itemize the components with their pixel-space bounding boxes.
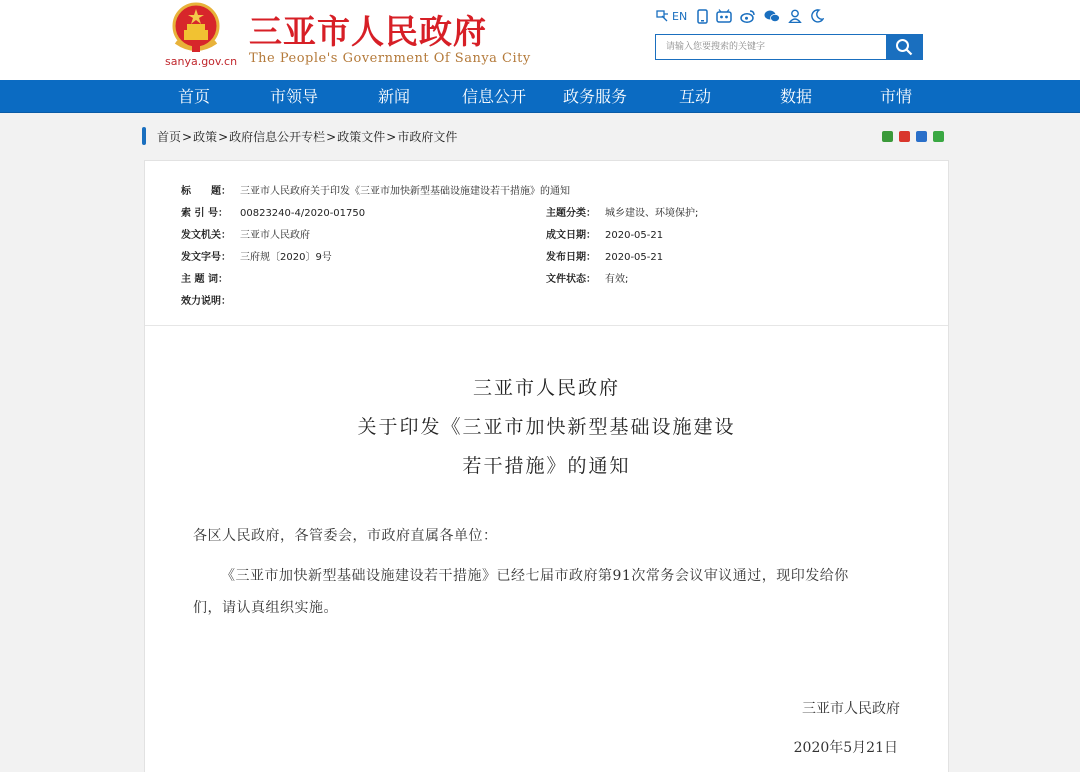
weibo-icon bbox=[740, 9, 756, 23]
nav-item-city-info[interactable]: 市情 bbox=[879, 87, 913, 106]
meta-publish-date bbox=[546, 248, 663, 263]
meta-written-date-label: 成文日期： bbox=[546, 230, 596, 241]
document-signature: 三亚市人民政府 bbox=[802, 701, 900, 717]
moon-icon bbox=[810, 9, 824, 23]
meta-index-no-value: 00823240-4/2020-01750 bbox=[240, 208, 366, 219]
content-panel bbox=[144, 160, 949, 772]
share-renren-icon[interactable] bbox=[916, 131, 927, 142]
breadcrumb-separator: > bbox=[182, 130, 193, 144]
share-qzone-icon[interactable] bbox=[882, 131, 893, 142]
nav-item-data[interactable]: 数据 bbox=[779, 87, 813, 106]
header-toolbar bbox=[656, 6, 832, 26]
search-box bbox=[655, 34, 923, 60]
main-nav bbox=[0, 80, 1080, 113]
document-salutation: 各区人民政府，各管委会，市政府直属各单位： bbox=[193, 528, 498, 544]
meta-status-value: 有效; bbox=[605, 274, 629, 285]
mobile-button[interactable] bbox=[697, 9, 708, 24]
night-mode-button[interactable] bbox=[810, 9, 824, 23]
meta-publish-date-value: 2020-05-21 bbox=[605, 252, 664, 263]
document-paragraph-line-2: 们，请认真组织实施。 bbox=[193, 600, 338, 616]
breadcrumb bbox=[157, 128, 457, 145]
site-title[interactable]: 三亚市人民政府 bbox=[249, 12, 487, 51]
meta-doc-no-value: 三府规〔2020〕9号 bbox=[240, 252, 332, 263]
meta-status-label: 文件状态： bbox=[546, 274, 596, 285]
breadcrumb-item-municipal-docs[interactable]: 市政府文件 bbox=[397, 130, 458, 144]
wechat-button[interactable] bbox=[764, 9, 780, 23]
translate-icon bbox=[656, 10, 669, 22]
meta-issuer-label: 发文机关： bbox=[181, 230, 231, 241]
share-bar bbox=[876, 131, 944, 142]
nav-item-leaders[interactable]: 市领导 bbox=[269, 87, 319, 106]
meta-doc-no bbox=[181, 248, 332, 263]
meta-title bbox=[181, 182, 570, 197]
app-button[interactable] bbox=[716, 9, 732, 23]
meta-validity-label: 效力说明： bbox=[181, 296, 231, 307]
site-domain: sanya.gov.cn bbox=[165, 55, 238, 68]
meta-issuer bbox=[181, 226, 310, 241]
meta-keywords bbox=[181, 270, 240, 285]
nav-item-news[interactable]: 新闻 bbox=[377, 87, 411, 106]
search-button[interactable] bbox=[886, 35, 922, 59]
nav-item-gov-services[interactable]: 政务服务 bbox=[562, 87, 628, 106]
breadcrumb-item-policy[interactable]: 政策 bbox=[193, 130, 218, 144]
breadcrumb-bar bbox=[140, 124, 950, 148]
search-input[interactable] bbox=[656, 35, 896, 59]
breadcrumb-item-disclosure[interactable]: 政府信息公开专栏 bbox=[229, 130, 326, 144]
meta-topic-value: 城乡建设、环境保护; bbox=[605, 208, 699, 219]
breadcrumb-separator: > bbox=[326, 130, 337, 144]
user-button[interactable] bbox=[788, 9, 802, 23]
weibo-button[interactable] bbox=[740, 9, 756, 23]
meta-written-date-value: 2020-05-21 bbox=[605, 230, 664, 241]
meta-title-value: 三亚市人民政府关于印发《三亚市加快新型基础设施建设若干措施》的通知 bbox=[240, 186, 570, 197]
meta-keywords-label: 主 题 词： bbox=[181, 274, 228, 285]
document-title-line-2: 关于印发《三亚市加快新型基础设施建设 bbox=[357, 416, 736, 438]
breadcrumb-marker bbox=[142, 127, 146, 145]
breadcrumb-item-home[interactable]: 首页 bbox=[157, 130, 182, 144]
meta-publish-date-label: 发布日期： bbox=[546, 252, 596, 263]
meta-title-label: 标 题： bbox=[181, 186, 231, 197]
breadcrumb-separator: > bbox=[218, 130, 229, 144]
national-emblem-icon[interactable] bbox=[168, 2, 224, 54]
nav-item-interaction[interactable]: 互动 bbox=[678, 87, 712, 106]
meta-validity bbox=[181, 292, 240, 307]
document-metadata bbox=[145, 161, 948, 326]
share-weibo-icon[interactable] bbox=[899, 131, 910, 142]
search-icon bbox=[895, 38, 913, 56]
user-icon bbox=[788, 9, 802, 23]
meta-topic-label: 主题分类： bbox=[546, 208, 596, 219]
nav-item-info-disclosure[interactable]: 信息公开 bbox=[461, 87, 527, 106]
breadcrumb-separator: > bbox=[386, 130, 397, 144]
app-icon bbox=[716, 9, 732, 23]
site-subtitle: The People's Government Of Sanya City bbox=[249, 51, 531, 66]
meta-status bbox=[546, 270, 628, 285]
breadcrumb-item-policy-docs[interactable]: 政策文件 bbox=[337, 130, 386, 144]
wechat-icon bbox=[764, 9, 780, 23]
nav-item-home[interactable]: 首页 bbox=[177, 87, 211, 106]
mobile-phone-icon bbox=[697, 9, 708, 24]
meta-topic bbox=[546, 204, 698, 219]
document-title-line-3: 若干措施》的通知 bbox=[462, 455, 631, 477]
meta-written-date bbox=[546, 226, 663, 241]
meta-index-no bbox=[181, 204, 365, 219]
language-link[interactable] bbox=[656, 10, 687, 23]
meta-doc-no-label: 发文字号： bbox=[181, 252, 231, 263]
document-title-line-1: 三亚市人民政府 bbox=[472, 377, 620, 399]
share-wechat-icon[interactable] bbox=[933, 131, 944, 142]
language-en-label: EN bbox=[672, 9, 688, 23]
document-paragraph-line-1: 《三亚市加快新型基础设施建设若干措施》已经七届市政府第91次常务会议审议通过，现印发给你 bbox=[221, 568, 849, 584]
meta-index-no-label: 索 引 号： bbox=[181, 208, 228, 219]
document-date: 2020年5月21日 bbox=[793, 740, 898, 756]
site-header bbox=[0, 0, 1080, 80]
meta-issuer-value: 三亚市人民政府 bbox=[240, 230, 310, 241]
